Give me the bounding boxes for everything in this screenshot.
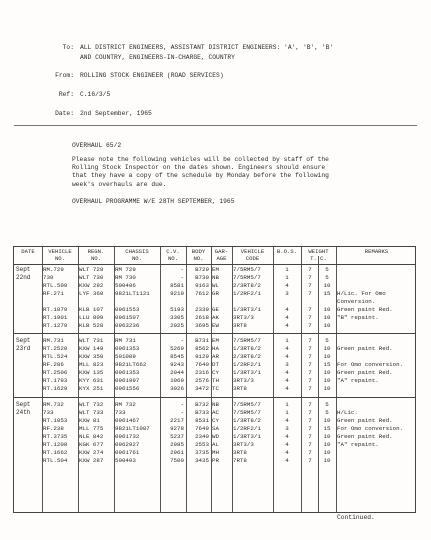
table-cell: 10	[323, 282, 331, 289]
table-cell: Green paint Red.	[337, 417, 393, 424]
table-cell: 9243	[170, 361, 184, 368]
from-value: ROLLING STOCK ENGINEER (ROAD SERVICES)	[80, 72, 224, 79]
table-cell: 1/3RT8/2	[233, 345, 261, 352]
table-cell: 0961553	[115, 306, 140, 313]
table-cell: 3RT8	[233, 322, 247, 329]
table-cell: 7	[308, 409, 312, 416]
ref-value: C.16/3/5	[80, 91, 111, 98]
table-header-cell: GAR- AGE	[214, 248, 229, 262]
table-cell: 5	[325, 274, 329, 281]
table-header-cell: BODY NO.	[191, 248, 206, 262]
table-header-cell: VEHICLE NO.	[48, 248, 72, 262]
table-cell: CY	[212, 369, 219, 376]
table-cell: 0961353	[115, 369, 140, 376]
table-cell: NLE 842	[79, 433, 104, 440]
table-cell: 0963236	[115, 322, 140, 329]
table-cell: 15	[323, 425, 331, 432]
table-cell: WLT 731	[79, 337, 104, 344]
table-cell: 3435	[195, 457, 209, 464]
table-cell: RF.238	[43, 425, 64, 432]
table-cell: 4	[285, 377, 289, 384]
table-cell: WD	[212, 433, 219, 440]
table-cell: 10	[323, 377, 331, 384]
table-cell: 7/5RM5/7	[233, 409, 261, 416]
table-cell: 8545	[170, 353, 184, 360]
table-cell: MLL 775	[79, 425, 104, 432]
table-cell: GE	[212, 306, 219, 313]
table-cell: RT.1629	[43, 385, 68, 392]
table-cell: 9163	[195, 282, 209, 289]
table-cell: For Omo conversion.	[337, 361, 404, 368]
table-cell: Green paint Red.	[337, 369, 393, 376]
table-cell: RM.729	[43, 266, 64, 273]
table-cell: 2217	[170, 417, 184, 424]
table-cell: RT.1053	[43, 417, 68, 424]
table-cell: 4	[285, 417, 289, 424]
table-cell: 7649	[195, 425, 209, 432]
table-cell: RT.1079	[43, 306, 68, 313]
table-cell: "A" repaint.	[337, 377, 379, 384]
table-cell: PR	[212, 457, 219, 464]
table-cell: RT.1279	[43, 322, 68, 329]
table-cell: KGK 677	[79, 441, 104, 448]
table-cell: RT.2520	[43, 345, 68, 352]
table-cell: HA	[212, 345, 219, 352]
table-cell: 9821LT662	[115, 361, 147, 368]
table-cell: 4	[285, 449, 289, 456]
table-cell: 7	[308, 361, 312, 368]
table-cell: 733	[115, 409, 126, 416]
table-cell: 1/2RF2/1	[233, 425, 261, 432]
table-cell: 2316	[195, 369, 209, 376]
table-cell: 7	[308, 266, 312, 273]
programme-heading: OVERHAUL PROGRAMME W/E 28TH SEPTEMBER, 1965	[72, 198, 235, 205]
table-cell: 2340	[195, 433, 209, 440]
table-cell: 7	[308, 449, 312, 456]
table-cell: LLU 809	[79, 314, 104, 321]
table-cell: 10	[323, 353, 331, 360]
table-cell: 1	[285, 337, 289, 344]
table-cell: 3472	[195, 385, 209, 392]
table-cell: -	[180, 401, 184, 408]
table-cell: 4	[285, 369, 289, 376]
table-cell: WL	[212, 282, 219, 289]
table-cell: AK	[212, 314, 219, 321]
to-line-1: ALL DISTRICT ENGINEERS, ASSISTANT DISTRICT ENGINEERS: 'A', 'B', 'B'	[80, 44, 334, 51]
table-cell: 7/5RM5/7	[233, 266, 261, 273]
table-cell: 5193	[170, 306, 184, 313]
table-cell: TC	[212, 385, 219, 392]
table-cell: 7500	[170, 457, 184, 464]
table-cell: 10	[323, 433, 331, 440]
table-cell: 7640	[195, 361, 209, 368]
table-cell: Conversion.	[337, 298, 376, 305]
table-header-cell: REGN. NO.	[87, 248, 105, 262]
table-cell: 3	[285, 361, 289, 368]
table-cell: KXW 274	[79, 449, 104, 456]
table-cell: RF.286	[43, 361, 64, 368]
table-cell: 3735	[195, 449, 209, 456]
table-cell: 8531	[195, 417, 209, 424]
table-cell: KXW 287	[79, 457, 104, 464]
table-cell: 9821LT1121	[115, 290, 150, 297]
table-header-cell: C.V. NO.	[166, 248, 180, 262]
table-cell: KLB 528	[79, 322, 104, 329]
table-cell: 7	[308, 345, 312, 352]
table-cell: KLB 107	[79, 306, 104, 313]
table-cell: WLT 733	[79, 409, 104, 416]
table-cell: 9219	[170, 290, 184, 297]
table-header-cell: DATE	[21, 248, 35, 255]
table-cell: 7	[308, 417, 312, 424]
table-cell: RTL.509	[43, 282, 68, 289]
table-cell: EM	[212, 266, 219, 273]
table-cell: Green paint Red.	[337, 345, 393, 352]
table-cell: 4	[285, 433, 289, 440]
table-cell: 4	[285, 353, 289, 360]
table-cell: 4	[285, 385, 289, 392]
table-cell: -	[180, 274, 184, 281]
table-cell: 10	[323, 449, 331, 456]
table-cell: 4	[285, 441, 289, 448]
table-cell: 4	[285, 306, 289, 313]
table-cell: 10	[323, 369, 331, 376]
table-cell: 9278	[170, 425, 184, 432]
date-cell: Sept 22nd	[16, 266, 31, 281]
table-cell: B730	[195, 274, 209, 281]
table-cell: 1/3RT3/1	[233, 306, 261, 313]
table-cell: 7	[308, 274, 312, 281]
table-cell: 2576	[195, 377, 209, 384]
table-cell: 7	[308, 337, 312, 344]
table-cell: 7/5RM5/7	[233, 274, 261, 281]
table-cell: -	[180, 266, 184, 273]
table-cell: 501089	[115, 353, 136, 360]
table-cell: 1/3RT3/1	[233, 369, 261, 376]
subject: OVERHAUL 65/2	[72, 142, 122, 149]
table-cell: RT.1662	[43, 449, 68, 456]
table-cell: KYY 631	[79, 377, 104, 384]
group-rule	[14, 397, 415, 398]
table-cell: 7	[308, 282, 312, 289]
table-cell: RTL.524	[43, 353, 68, 360]
table-cell: 733	[43, 409, 54, 416]
table-cell: 7	[308, 290, 312, 297]
table-cell: KXW 149	[79, 345, 104, 352]
table-cell: 15	[323, 361, 331, 368]
table-header-cell: WEIGHT T. C.	[308, 248, 329, 262]
table-cell: 500406	[115, 282, 136, 289]
table-cell: GR	[212, 290, 219, 297]
table-cell: 7	[308, 306, 312, 313]
table-cell: 7	[308, 369, 312, 376]
table-cell: RT.1208	[43, 441, 68, 448]
table-cell: 3026	[170, 385, 184, 392]
table-cell: 3	[285, 425, 289, 432]
table-cell: RF.271	[43, 290, 64, 297]
table-cell: "A" repaint.	[337, 441, 379, 448]
table-cell: KXW 350	[79, 353, 104, 360]
table-cell: MLL 823	[79, 361, 104, 368]
table-cell: 4	[285, 282, 289, 289]
table-cell: 7	[308, 433, 312, 440]
table-cell: H/Lic. For Omo	[337, 290, 386, 297]
table-cell: 10	[323, 322, 331, 329]
table-cell: B731	[195, 337, 209, 344]
table-cell: 15	[323, 290, 331, 297]
table-cell: 1069	[170, 377, 184, 384]
table-cell: 0961761	[115, 449, 140, 456]
table-cell: Green paint Red.	[337, 306, 393, 313]
group-rule	[14, 333, 415, 334]
table-cell: 3RT8	[233, 385, 247, 392]
table-cell: KXW 135	[79, 369, 104, 376]
table-cell: 2553	[195, 441, 209, 448]
column-divider	[301, 247, 302, 512]
from-label: From:	[55, 72, 74, 79]
table-cell: AR	[212, 353, 219, 360]
table-cell: 3RT8	[233, 449, 247, 456]
table-cell: 7	[308, 425, 312, 432]
table-cell: For Omo conversion.	[337, 425, 404, 432]
table-cell: 8581	[170, 282, 184, 289]
table-cell: 10	[323, 306, 331, 313]
to-label: To:	[62, 44, 74, 51]
table-cell: DT	[212, 361, 219, 368]
table-cell: EW	[212, 322, 219, 329]
table-cell: RM 731	[115, 337, 136, 344]
table-cell: 7RT8	[233, 457, 247, 464]
table-cell: 2/3RT8/2	[233, 282, 261, 289]
table-cell: MH	[212, 449, 219, 456]
table-cell: 1/3RT8/2	[233, 417, 261, 424]
table-cell: 3RT3/3	[233, 377, 254, 384]
table-cell: 0961467	[115, 417, 140, 424]
overhaul-table	[13, 246, 416, 513]
table-cell: CY	[212, 417, 219, 424]
table-cell: 10	[323, 314, 331, 321]
table-cell: TH	[212, 377, 219, 384]
table-cell: 2961	[170, 449, 184, 456]
table-cell: KYX 251	[79, 385, 104, 392]
table-cell: 5	[325, 401, 329, 408]
table-cell: 4	[285, 457, 289, 464]
table-cell: 3	[285, 290, 289, 297]
table-cell: 10	[323, 417, 331, 424]
table-cell: 0962927	[115, 441, 140, 448]
table-cell: RM.732	[43, 401, 64, 408]
table-cell: 2618	[195, 314, 209, 321]
table-cell: 7	[308, 353, 312, 360]
table-cell: -	[180, 337, 184, 344]
table-cell: 1	[285, 409, 289, 416]
table-cell: NB	[212, 274, 219, 281]
table-cell: RT.3735	[43, 433, 68, 440]
table-cell: 3305	[170, 314, 184, 321]
table-cell: H/Lic.	[337, 409, 358, 416]
table-cell: 4	[285, 322, 289, 329]
table-cell: 2985	[170, 441, 184, 448]
table-cell: RT.1901	[43, 314, 68, 321]
table-cell: 0961732	[115, 433, 140, 440]
table-cell: RTL.504	[43, 457, 68, 464]
table-cell: NB	[212, 401, 219, 408]
table-cell: 4	[285, 345, 289, 352]
table-cell: 2925	[170, 322, 184, 329]
date-value: 2nd September, 1965	[80, 110, 152, 117]
table-cell: 0961556	[115, 385, 140, 392]
table-cell: RM 730	[115, 274, 136, 281]
table-cell: 1	[285, 401, 289, 408]
date-cell: Sept 23rd	[16, 337, 31, 352]
to-line-2: AND COUNTRY, ENGINEERS-IN-CHARGE, COUNTRY	[80, 54, 235, 61]
table-cell: B729	[195, 266, 209, 273]
table-cell: 5237	[170, 433, 184, 440]
table-cell: 10	[323, 345, 331, 352]
table-cell: 0961507	[115, 314, 140, 321]
table-cell: WLT 729	[79, 266, 104, 273]
table-cell: 3695	[195, 322, 209, 329]
header-rule	[14, 264, 415, 265]
table-cell: 5	[325, 337, 329, 344]
table-cell: 8562	[195, 345, 209, 352]
table-cell: 9129	[195, 353, 209, 360]
table-cell: 1	[285, 266, 289, 273]
table-cell: 2/3RT8/2	[233, 353, 261, 360]
table-cell: Green paint Red.	[337, 433, 393, 440]
table-cell: 7	[308, 322, 312, 329]
table-cell: 1/2RF2/1	[233, 290, 261, 297]
table-header-cell: B.O.S.	[276, 248, 298, 255]
ref-label: Ref:	[58, 91, 74, 98]
table-cell: 10	[323, 457, 331, 464]
table-cell: 0961997	[115, 377, 140, 384]
table-cell: RM 732	[115, 401, 136, 408]
table-cell: 5	[325, 266, 329, 273]
table-cell: 1	[285, 274, 289, 281]
table-cell: 4	[285, 314, 289, 321]
table-cell: 5	[325, 409, 329, 416]
table-cell: 3RT3/3	[233, 441, 254, 448]
header-divider	[14, 125, 417, 126]
table-cell: 7612	[195, 290, 209, 297]
table-cell: B733	[195, 409, 209, 416]
table-cell: 5269	[170, 345, 184, 352]
table-cell: WLT 732	[79, 401, 104, 408]
intro-paragraph: Please note the following vehicles will be collected by staff of the Rolling Stock Inspector on the dates shown. Engineers should ensure that they have a copy of the schedule by Monday before the following week's overhauls are due.	[72, 156, 329, 188]
table-cell: RM 729	[115, 266, 136, 273]
table-cell: 0961353	[115, 345, 140, 352]
table-cell: B732	[195, 401, 209, 408]
table-cell: EM	[212, 337, 219, 344]
table-cell: 7	[308, 441, 312, 448]
table-cell: WLT 730	[79, 274, 104, 281]
weight-subcolumn-divider	[318, 256, 319, 512]
table-cell: KXW 81	[79, 417, 100, 424]
table-cell: "B" repaint.	[337, 314, 379, 321]
table-cell: RT.2506	[43, 369, 68, 376]
table-cell: RM.731	[43, 337, 64, 344]
table-cell: AC	[212, 409, 219, 416]
table-cell: 7/5RM5/7	[233, 401, 261, 408]
table-cell: 1/2RF2/1	[233, 361, 261, 368]
table-cell: 1/3RT3/1	[233, 433, 261, 440]
table-cell: 2339	[195, 306, 209, 313]
table-cell: LYF 360	[79, 290, 104, 297]
date-label: Date:	[55, 110, 74, 117]
table-cell: 3RT3/3	[233, 314, 254, 321]
table-cell: 7	[308, 377, 312, 384]
table-cell: SA	[212, 425, 219, 432]
table-cell: 7/5RM5/7	[233, 337, 261, 344]
table-cell: RT.1793	[43, 377, 68, 384]
table-cell: 500403	[115, 457, 136, 464]
table-cell: 7	[308, 457, 312, 464]
table-cell: 2044	[170, 369, 184, 376]
table-cell: KXW 292	[79, 282, 104, 289]
table-cell: 7	[308, 401, 312, 408]
table-cell: AL	[212, 441, 219, 448]
table-cell: 730	[43, 274, 54, 281]
table-header-cell: REMARKS	[364, 248, 389, 255]
table-cell: 7	[308, 314, 312, 321]
date-cell: Sept 24th	[16, 401, 31, 416]
table-cell: 7	[308, 385, 312, 392]
table-cell: 10	[323, 385, 331, 392]
table-cell: -	[180, 409, 184, 416]
table-cell: 10	[323, 441, 331, 448]
table-header-cell: VEHICLE CODE	[240, 248, 265, 262]
table-cell: 9821LT1087	[115, 425, 150, 432]
continued-note: Continued.	[337, 514, 375, 521]
table-header-cell: CHASSIS NO.	[125, 248, 149, 262]
